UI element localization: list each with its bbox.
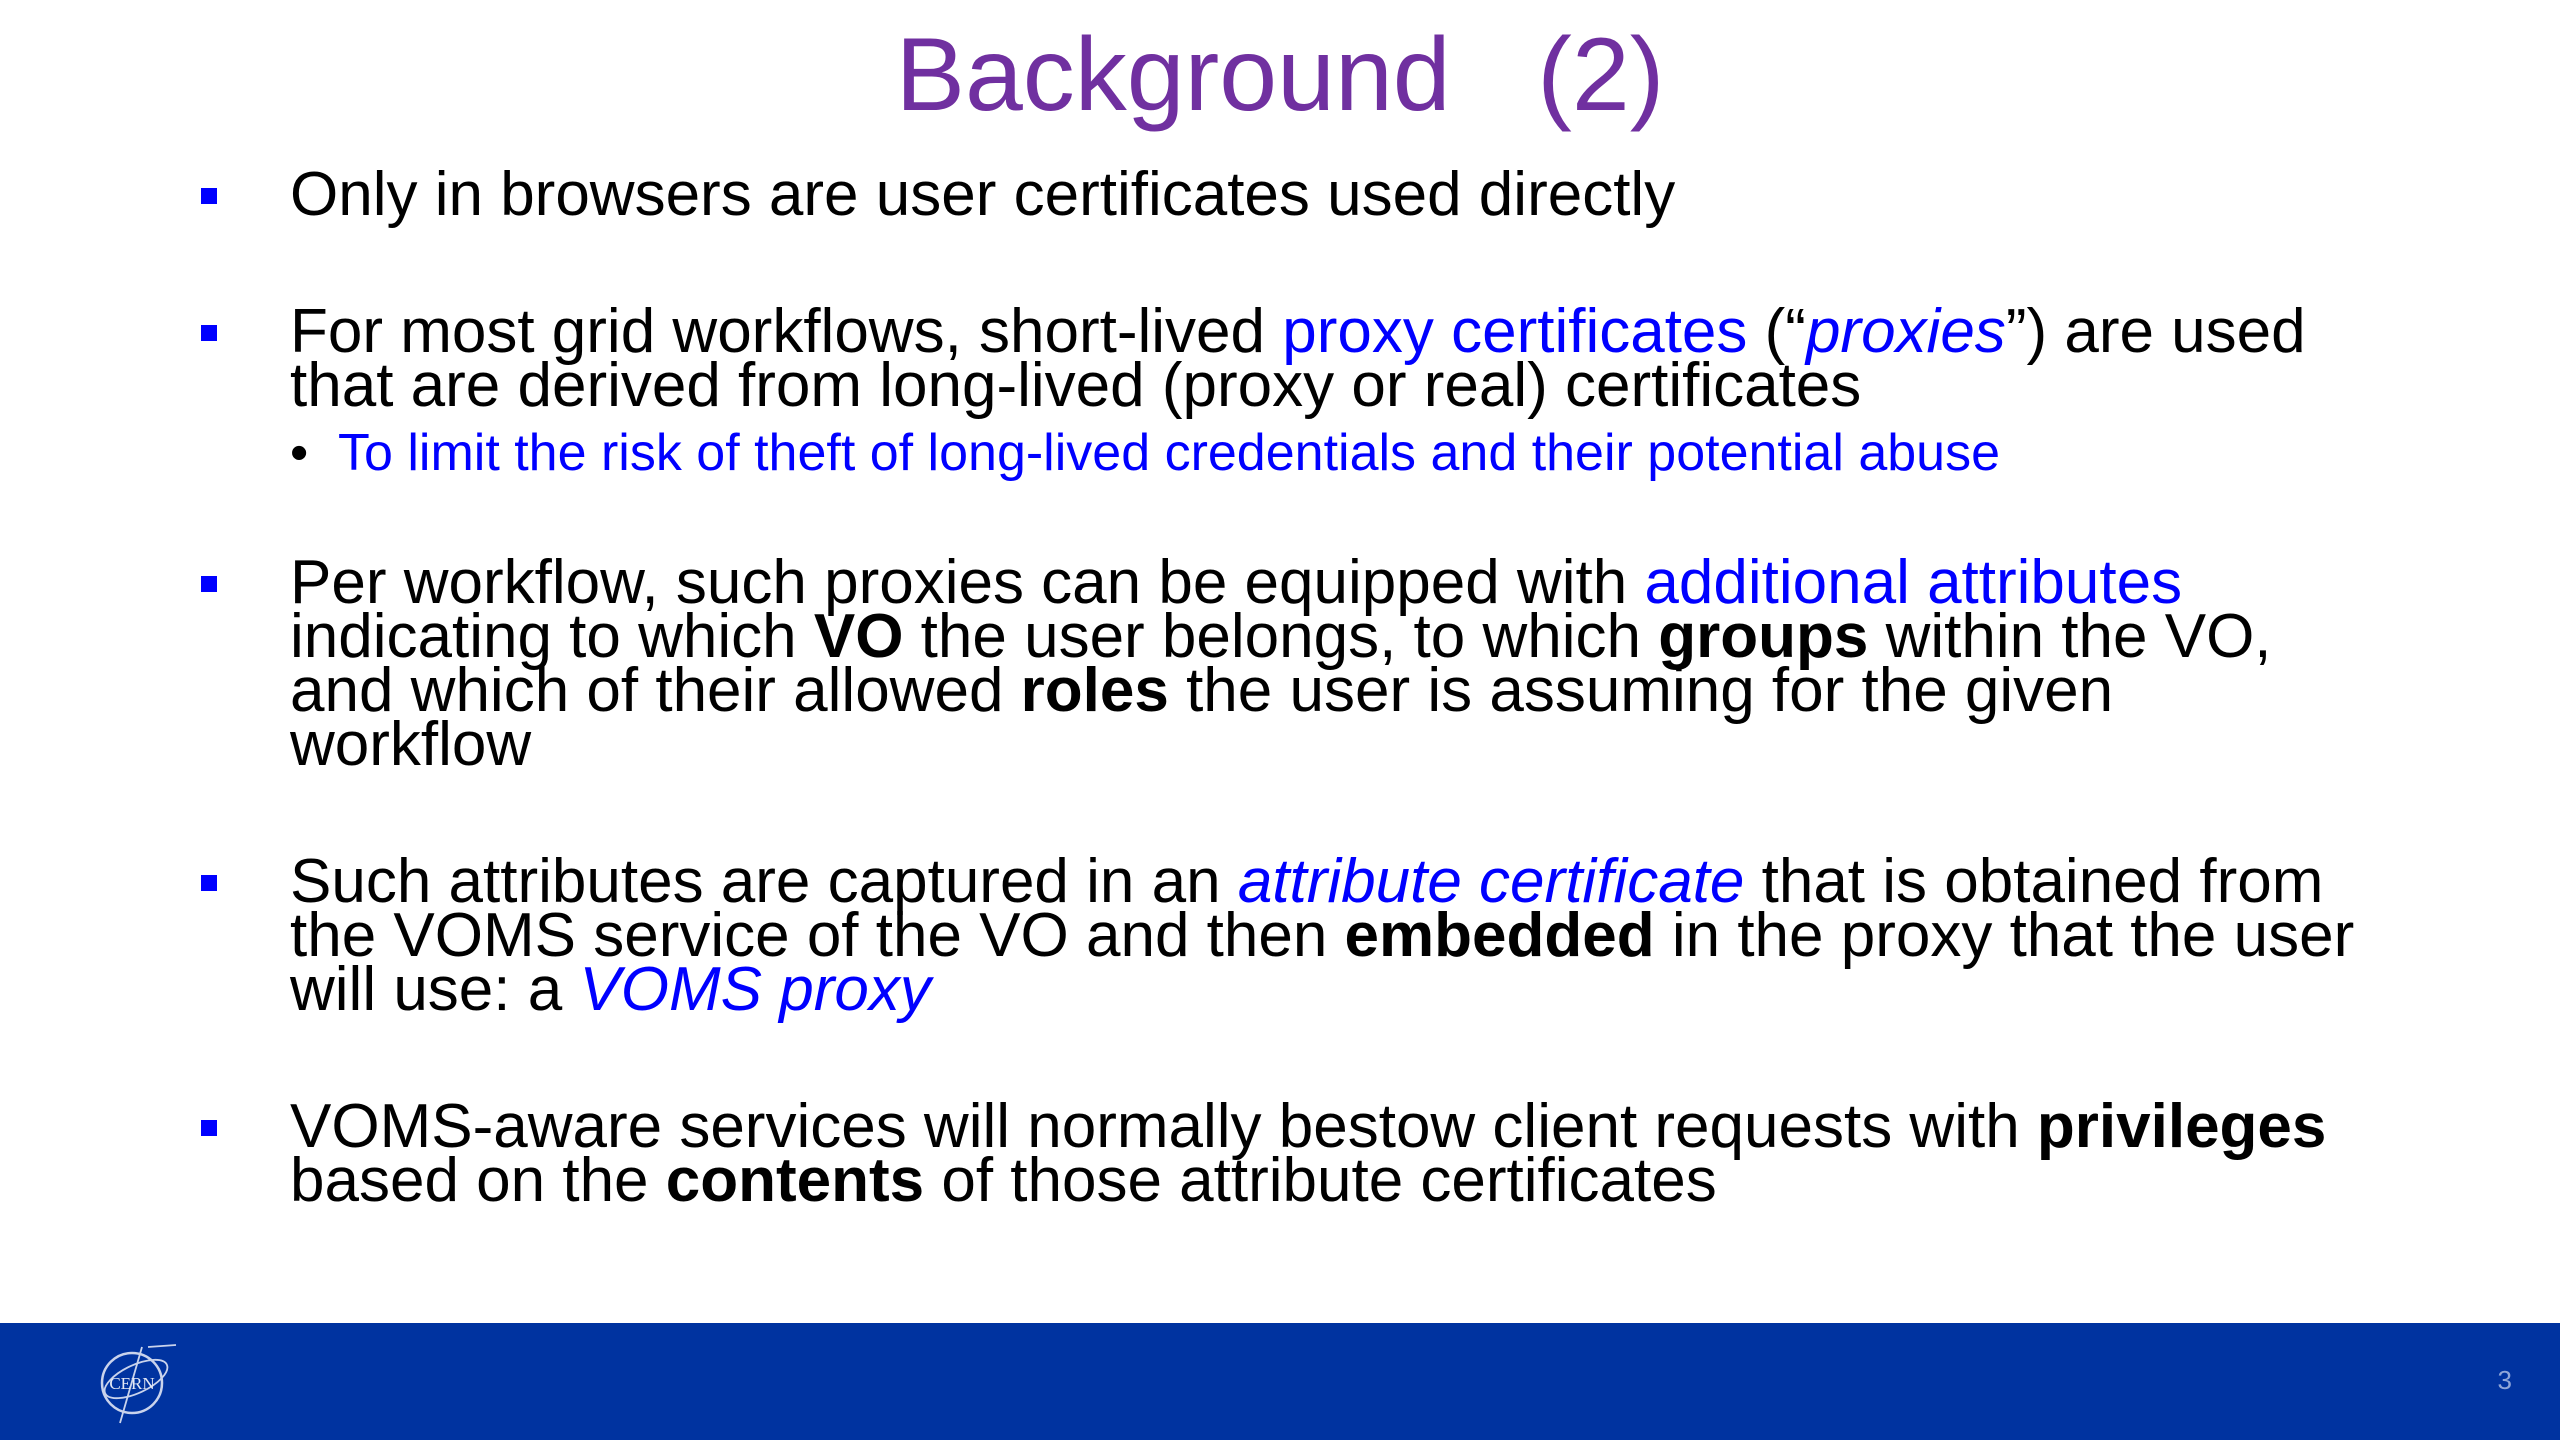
text-segment: contents	[665, 1146, 925, 1215]
text-segment: attribute certificate	[1237, 847, 1745, 916]
text-segment: in the proxy that the user	[1654, 901, 2355, 970]
text-segment: of those attribute certificates	[924, 1146, 1717, 1215]
text-segment: workflow	[290, 710, 532, 779]
bullet-text	[290, 847, 2440, 1024]
text-segment: will use: a	[290, 955, 580, 1024]
bullet-text	[290, 160, 2440, 229]
text-segment: Only in browsers are user certificates used directly	[290, 160, 1676, 229]
sub-bullet-dot-icon: •	[290, 424, 309, 482]
text-segment: that is obtained from	[1744, 847, 2324, 916]
text-segment: the user is assuming for the given	[1168, 656, 2114, 725]
bullet-text	[290, 1092, 2440, 1215]
text-segment: embedded	[1344, 901, 1655, 970]
bullet-text	[290, 297, 2440, 420]
text-segment: indicating to which	[290, 602, 814, 671]
text-segment: (“	[1747, 297, 1806, 366]
text-segment: the user belongs, to which	[903, 602, 1659, 671]
bullet-marker-icon	[201, 325, 217, 341]
text-segment: VOMS proxy	[579, 955, 931, 1024]
bullet-line	[290, 955, 2440, 1024]
text-segment: the VOMS service of the VO and then	[290, 901, 1345, 970]
bullet-line	[290, 710, 2440, 779]
text-segment: that are derived from long-lived (proxy or real) certificates	[290, 351, 1862, 420]
bullet-text	[290, 548, 2440, 779]
bullet-line	[290, 351, 2440, 420]
text-segment: privileges	[2036, 1092, 2327, 1161]
bullet-marker-icon	[201, 875, 217, 891]
text-segment: groups	[1658, 602, 1869, 671]
bullet-line	[290, 1146, 2440, 1215]
text-segment: proxy certificates	[1282, 297, 1748, 366]
text-segment: proxies	[1805, 297, 2006, 366]
bullet-marker-icon	[201, 188, 217, 204]
sub-bullet-text: To limit the risk of theft of long-lived credentials and their potential abuse	[338, 424, 2001, 482]
text-segment: roles	[1020, 656, 1169, 725]
text-segment: based on the	[290, 1146, 666, 1215]
text-segment: additional attributes	[1644, 548, 2183, 617]
text-segment: VO	[813, 602, 904, 671]
logo-text: CERN	[109, 1374, 155, 1393]
text-segment: For most grid workflows, short-lived	[290, 297, 1283, 366]
bullet-marker-icon	[201, 1120, 217, 1136]
bullet-line	[290, 160, 2440, 229]
footer-bar	[0, 1323, 2560, 1440]
text-segment: VOMS-aware services will normally bestow client requests with	[290, 1092, 2037, 1161]
text-segment: within the VO,	[1868, 602, 2272, 671]
text-segment: Such attributes are captured in an	[290, 847, 1238, 916]
bullet-line	[290, 656, 2440, 725]
text-segment: and which of their allowed	[290, 656, 1021, 725]
sub-bullet	[290, 423, 2000, 483]
cern-logo-icon	[90, 1339, 180, 1429]
text-segment: ”) are used	[2005, 297, 2306, 366]
text-segment: Per workflow, such proxies can be equipped with	[290, 548, 1645, 617]
slide-title: Background (2)	[895, 17, 1665, 133]
bullet-marker-icon	[201, 576, 217, 592]
page-number: 3	[2497, 1365, 2512, 1395]
